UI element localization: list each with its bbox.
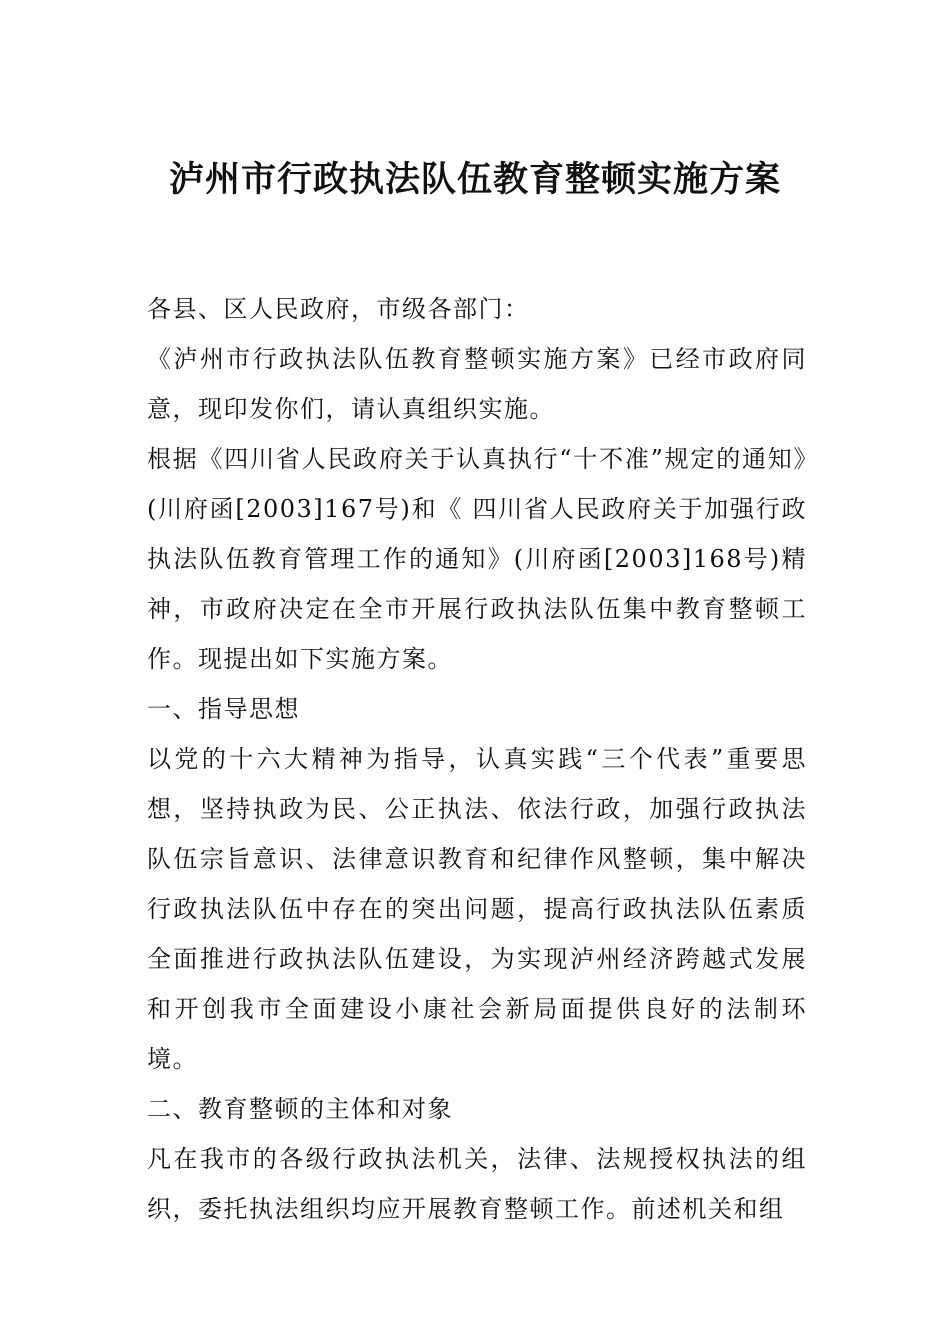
notice-paragraph: 《泸州市行政执法队伍教育整顿实施方案》已经市政府同意，现印发你们，请认真组织实施。: [147, 345, 807, 423]
section-heading-guiding-thought: 一、指导思想: [147, 695, 300, 723]
subjects-paragraph: 凡在我市的各级行政执法机关，法律、法规授权执法的组织，委托执法组织均应开展教育整顿工作。前述机关和组: [147, 1145, 807, 1223]
guiding-thought-paragraph: 以党的十六大精神为指导，认真实践“三个代表”重要思想，坚持执政为民、公正执法、依法行政，加强行政执法队伍宗旨意识、法律意识教育和纪律作风整顿，集中解决行政执法队伍中存在的突出问题，提高行政执法队伍素质全面推进行政执法队伍建设，为实现泸州经济跨越式发展和开创我市全面建设小康社会新局面提供良好的法制环境。: [147, 745, 807, 1073]
basis-paragraph: 根据《四川省人民政府关于认真执行“十不准”规定的通知》(川府函[2003]167号)和《 四川省人民政府关于加强行政执法队伍教育管理工作的通知》(川府函[2003]168号)精神，市政府决定在全市开展行政执法队伍集中教育整顿工作。现提出如下实施方案。: [147, 445, 807, 673]
salutation-paragraph: 各县、区人民政府，市级各部门：: [147, 295, 530, 323]
document-body: [147, 284, 807, 1234]
document-title: 泸州市行政执法队伍教育整顿实施方案: [168, 159, 781, 200]
section-heading-subjects: 二、教育整顿的主体和对象: [147, 1095, 453, 1123]
